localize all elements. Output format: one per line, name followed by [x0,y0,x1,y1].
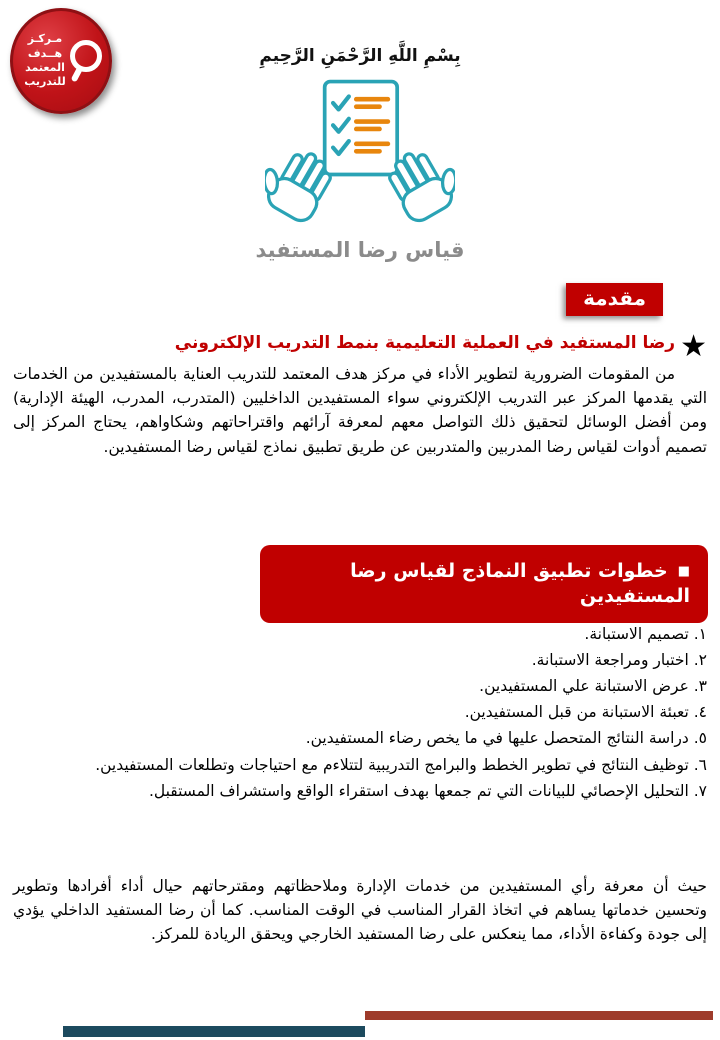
steps-list [13,622,707,805]
footer-red-bar [365,1011,713,1020]
square-bullet-icon: ■ [677,564,690,579]
ring-tail-shape [70,66,83,83]
step-item: ١. تصميم الاستبانة. [584,625,707,643]
step-item: ٢. اختبار ومراجعة الاستبانة. [531,651,707,670]
illustration-caption: قياس رضا المستفيد [255,238,465,262]
hands-checklist-icon [265,76,455,234]
logo-text-line: المعتمد [25,61,65,74]
intro-banner: مقدمة [566,283,663,316]
logo-text-line: للتدريب [24,75,66,89]
intro-section [13,331,707,459]
star-icon: ★ [680,329,707,364]
step-item: ٦. توظيف النتائج في تطوير الخطط والبرامج التدريبية لتتلاءم مع احتياجات وتطلعات المستفيدين. [95,755,707,774]
step-item: ٤. تعبئة الاستبانة من قبل المستفيدين. [464,703,707,722]
step-item: ٥. دراسة النتائج المتحصل عليها في ما يخص رضاء المستفيدين. [305,729,707,748]
logo-text-line: هــدف [27,46,63,60]
footer-teal-bar [63,1026,365,1037]
bismillah-text: بِسْمِ اللَّهِ الرَّحْمَنِ الرَّحِيمِ [259,46,461,66]
closing-paragraph: حيث أن معرفة رأي المستفيدين من خدمات الإدارة وملاحظاتهم ومقترحاتهم حيال أداء أفرادها وتطوير وتحسين خدماتها يساهم في اتخاذ القرار المناسب في الوقت المناسب. كما أن رضا المستفيد الداخلي يؤدي إلى جودة وكفاءة الأداء، مما ينعكس على رضا المستفيد الخارجي ويحقق الريادة للمركز. [13,877,707,944]
step-item: ٧. التحليل الإحصائي للبيانات التي تم جمعها بهدف استقراء الواقع واستشراف المستقبل. [148,781,707,800]
intro-body: من المقومات الضرورية لتطوير الأداء في مركز هدف المعتمد للتدريب العناية بالمستفيدين من الخدمات التي يقدمها المركز عبر التدريب الإلكتروني سواء المستفيدين الداخليين (المتدرب، المدرب، الهيئة الإدارية) ومن أفضل الوسائل لتحقيق ذلك التواصل معهم لمعرفة آرائهم واقتراحاتهم وشكاواهم، يحتاج المركز إلى تصميم أدوات لقياس رضا المدربين والمتدربين عن طريق تطبيق نماذج لقياس رضا المستفيدين. [13,364,707,456]
steps-banner-label: خطوات تطبيق النماذج لقياس رضا المستفيدين [350,560,690,607]
satisfaction-illustration [265,76,455,234]
step-item: ٣. عرض الاستبانة علي المستفيدين. [479,677,707,696]
logo-text-line: مـركـز [27,32,63,46]
intro-heading: رضا المستفيد في العملية التعليمية بنمط التدريب الإلكتروني [174,333,676,353]
steps-banner [260,545,708,623]
